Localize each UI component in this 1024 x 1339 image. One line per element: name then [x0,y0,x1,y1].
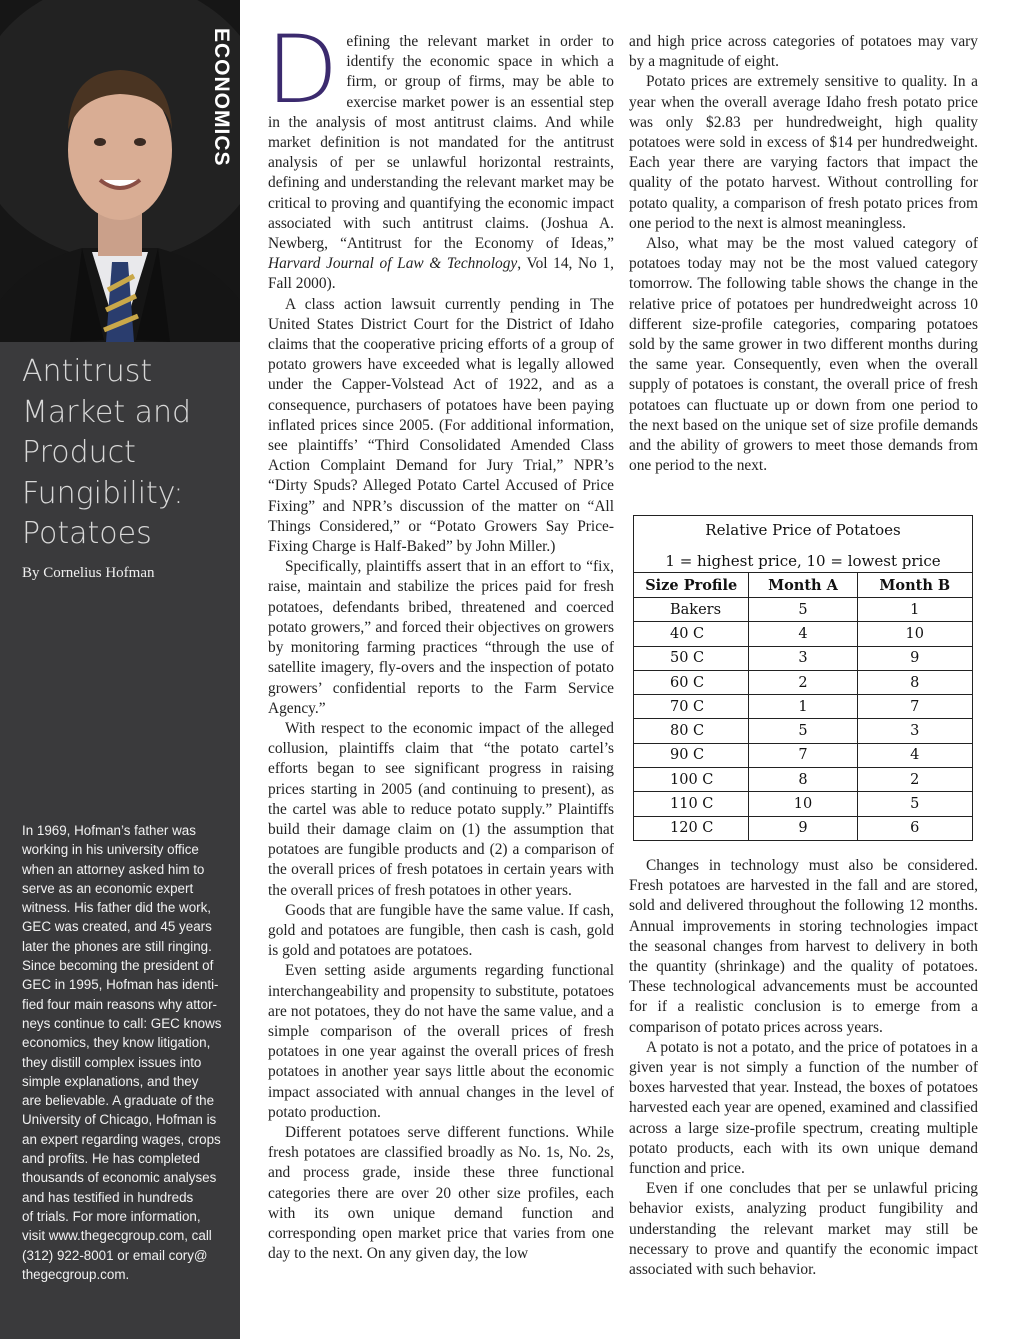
table-cell: 1 [749,695,857,719]
table-row [634,622,972,646]
bio-line: and has testified in hundreds [22,1189,194,1205]
article-column-2-bottom [629,856,978,1280]
article-paragraph: Changes in technology must also be considered. Fresh potatoes are harvested in the fall and are stored, sold and delivered throughout the following 12 months. Annual improvements in storing technologies impact the seasonal changes from harvest to delivery in both the quantity (shrinkage) and the quality of potatoes. These technological advancements must be accounted for if a realistic conclusion is to emerge from a comparison of potato prices across years. [629,857,978,1036]
bio-line: fied four main reasons why attor- [22,996,217,1012]
table-cell: 8 [857,670,972,694]
title-line: Market and [22,394,192,430]
title-line: Antitrust [22,354,153,389]
table-cell: 50 C [634,646,749,670]
table-row [634,816,972,840]
table-cell: 2 [857,768,972,792]
table-header-row [634,573,972,598]
bio-line: an expert regarding wages, crops [22,1131,221,1147]
table-cell: 1 [857,598,972,622]
bio-line: witness. His father did the work, [22,900,212,916]
sidebar [0,0,240,1339]
paragraph-text: efining the relevant market in order to identify the economic space in which a firm, or group of firms, may be able to exercise market power is an essential step in the analysis of most antitrust claims. And while market definition is not mandated for the antitrust analysis of per se unlawful horizontal restraints, defining and understanding the relevant market may be critical to proving and quantifying the economic impact associated with such antitrust claims. (Joshua A. Newberg, “Antitrust for the Economy of Ideas,” [268,33,614,253]
bio-line: (312) 922-8001 or email cory@ [22,1247,208,1263]
bio-line: are believable. A graduate of the [22,1093,215,1109]
table-cell: 9 [749,816,857,840]
article-paragraph: With respect to the economic impact of the alleged collusion, plaintiffs claim that “the potato cartel’s efforts began to see significant progress in raising prices starting in 2005 (and continuing to present), as the cartel was able to reduce potato supply.” Plaintiffs build their damage claim on (1) the assumption that potatoes are fungible products and (2) a comparison of the overall prices of fresh potatoes in certain years with the overall prices of fresh potatoes in other years. [268,719,614,899]
bio-line: later the phones are still ringing. [22,938,212,954]
article-paragraph: Different potatoes serve different functions. While fresh potatoes are classified broadly as No. 1s, No. 2s, and process grade, inside these three functional categories there are over 20 other size profiles, each with its own unique demand function and corresponding open market price that varies from one day to the next. On any given day, the low [268,1123,614,1263]
table-cell: 60 C [634,670,749,694]
bio-line: Since becoming the president of [22,958,214,974]
article-paragraph: Even if one concludes that per se unlawful pricing behavior exists, analyzing product fungibility and understanding the relevant market may still be necessary to prove and quantify the economic impact associated with such behavior. [629,1180,978,1279]
title-line: Potatoes [22,516,152,551]
table-cell: 4 [857,743,972,767]
table-cell: 4 [749,622,857,646]
table-cell: 80 C [634,719,749,743]
bio-line: working in his university office [22,842,199,858]
table-cell: 100 C [634,768,749,792]
table-cell: 6 [857,816,972,840]
table-cell: 70 C [634,695,749,719]
table-cell: 10 [857,622,972,646]
bio-line: serve as an economic expert [22,880,194,896]
table-cell: 3 [749,646,857,670]
bio-line: neys continue to call: GEC knows [22,1015,222,1031]
table-row [634,670,972,694]
table-row [634,719,972,743]
table-cell: 7 [749,743,857,767]
table-row [634,598,972,622]
article-paragraph: Goods that are fungible have the same value. If cash, gold and potatoes are fungible, then cash is cash, gold is gold and potatoes are potatoes. [268,901,614,960]
article-paragraph: Also, what may be the most valued category of potatoes today may not be the most valued category tomorrow. The following table shows the change in the relative price of potatoes per hundredweight across 10 different size-profile categories, comparing potatoes sold by the same grower in two different months during the same year. Consequently, even when the overall supply of potatoes is constant, the overall price of fresh potatoes can fluctuate up or down from one period to the next based on the unique set of size profile demands and the ability of growers to meet those demands from one period to the next. [629,235,978,475]
article-paragraph: Even setting aside arguments regarding functional interchangeability and propensity to substitute, potatoes are not potatoes, they do not have the same value, and a simple comparison of the overall prices of fresh potatoes in one year against the overall prices of fresh potatoes in another year says little about the economic impact associated with annual changes in the level of potato production. [268,962,614,1121]
bio-line: GEC was created, and 45 years [22,919,212,935]
article-paragraph: Specifically, plaintiffs assert that in an effort to “fix, raise, maintain and stabilize the prices paid for fresh potatoes, defendants bribed, threatened and coerced potato growers,” and forced their objectives on growers by monitoring farming practices “through the use of satellite imagery, fly-overs and the inspection of potato growers’ confidential reports to the Farm Service Agency.” [268,558,614,717]
bio-line: and profits. He has completed [22,1151,200,1167]
bio-line: simple explanations, and they [22,1073,199,1089]
bio-line: when an attorney asked him to [22,861,205,877]
column-header: Month A [749,573,857,598]
price-table-grid [634,572,972,840]
table-row [634,695,972,719]
article-paragraph [266,16,614,295]
table-row [634,792,972,816]
table-row [634,646,972,670]
table-row [634,743,972,767]
table-cell: 5 [749,598,857,622]
byline: By Cornelius Hofman [22,565,155,581]
table-cell: 120 C [634,816,749,840]
drop-cap: D [266,16,339,125]
bio-line: University of Chicago, Hofman is [22,1112,217,1128]
section-label-text: ECONOMICS [210,28,233,167]
table-cell: 9 [857,646,972,670]
bio-line: visit www.thegecgroup.com, call [22,1228,212,1244]
title-line: Product [22,435,136,470]
section-label [200,28,240,178]
bio-line: thegecgroup.com. [22,1266,130,1282]
column-header: Size Profile [634,573,749,598]
author-bio [22,821,234,1284]
bio-line: In 1969, Hofman’s father was [22,823,196,838]
bio-line: of trials. For more information, [22,1208,201,1224]
table-subtitle: 1 = highest price, 10 = lowest price [665,552,941,570]
article-column-1 [266,16,614,1264]
table-cell: 5 [857,792,972,816]
article-paragraph: Potato prices are extremely sensitive to quality. In a year when the overall average Idaho fresh potato price was only $2.83 per hundredweight, high quality potatoes were sold in excess of $14 per hundredweight. Each year there are varying factors that impact the quality of the potato harvest. Without controlling for potato quality, a comparison of fresh potato prices from one period to the next is almost meaningless. [629,73,978,232]
relative-price-table [633,515,973,841]
journal-title: Harvard Journal of Law & Technology [268,255,518,273]
table-cell: 7 [857,695,972,719]
table-cell: 3 [857,719,972,743]
table-cell: 8 [749,768,857,792]
table-cell: 90 C [634,743,749,767]
table-title: Relative Price of Potatoes [705,521,901,539]
table-row [634,768,972,792]
article-paragraph: and high price across categories of potatoes may vary by a magnitude of eight. [629,33,978,71]
article-column-2-top [629,32,978,476]
table-cell: 5 [749,719,857,743]
table-cell: 10 [749,792,857,816]
table-cell: 40 C [634,622,749,646]
bio-line: thousands of economic analyses [22,1170,217,1186]
table-cell: Bakers [634,598,749,622]
bio-line: GEC in 1995, Hofman has identi- [22,977,219,993]
bio-line: economics, they know litigation, [22,1035,211,1051]
bio-line: they distill complex issues into [22,1054,202,1070]
table-cell: 110 C [634,792,749,816]
article-paragraph: A class action lawsuit currently pending in The United States District Court for the District of Idaho claims that the cooperative pricing efforts of a group of potato growers have exceeded what is legally allowed under the Capper-Volstead Act of 1922, and as a consequence, purchasers of potatoes have been paying inflated prices since 2005. (For additional information, see plaintiffs’ “Third Consolidated Amended Class Action Complaint Demand for Jury Trial,” NPR’s “Dirty Spuds? Alleged Potato Cartel Accused of Price Fixing” and NPR’s discussion of the matter on “All Things Considered,” or “Potato Growers Say Price-Fixing Charge is Half-Baked” by John Miller.) [268,295,614,556]
table-cell: 2 [749,670,857,694]
article-title [22,352,232,555]
column-header: Month B [857,573,972,598]
title-line: Fungibility: [22,475,184,511]
paragraph-text: , Vol 14, No 1, Fall 2000). [268,255,614,293]
article-paragraph: A potato is not a potato, and the price of potatoes in a given year is not simply a function of the number of boxes harvested that year. Instead, the boxes of potatoes harvested each year are opened, examined and classified across a large size-profile spectrum, creating multiple potato products, each with its own unique demand function and price. [629,1038,978,1178]
